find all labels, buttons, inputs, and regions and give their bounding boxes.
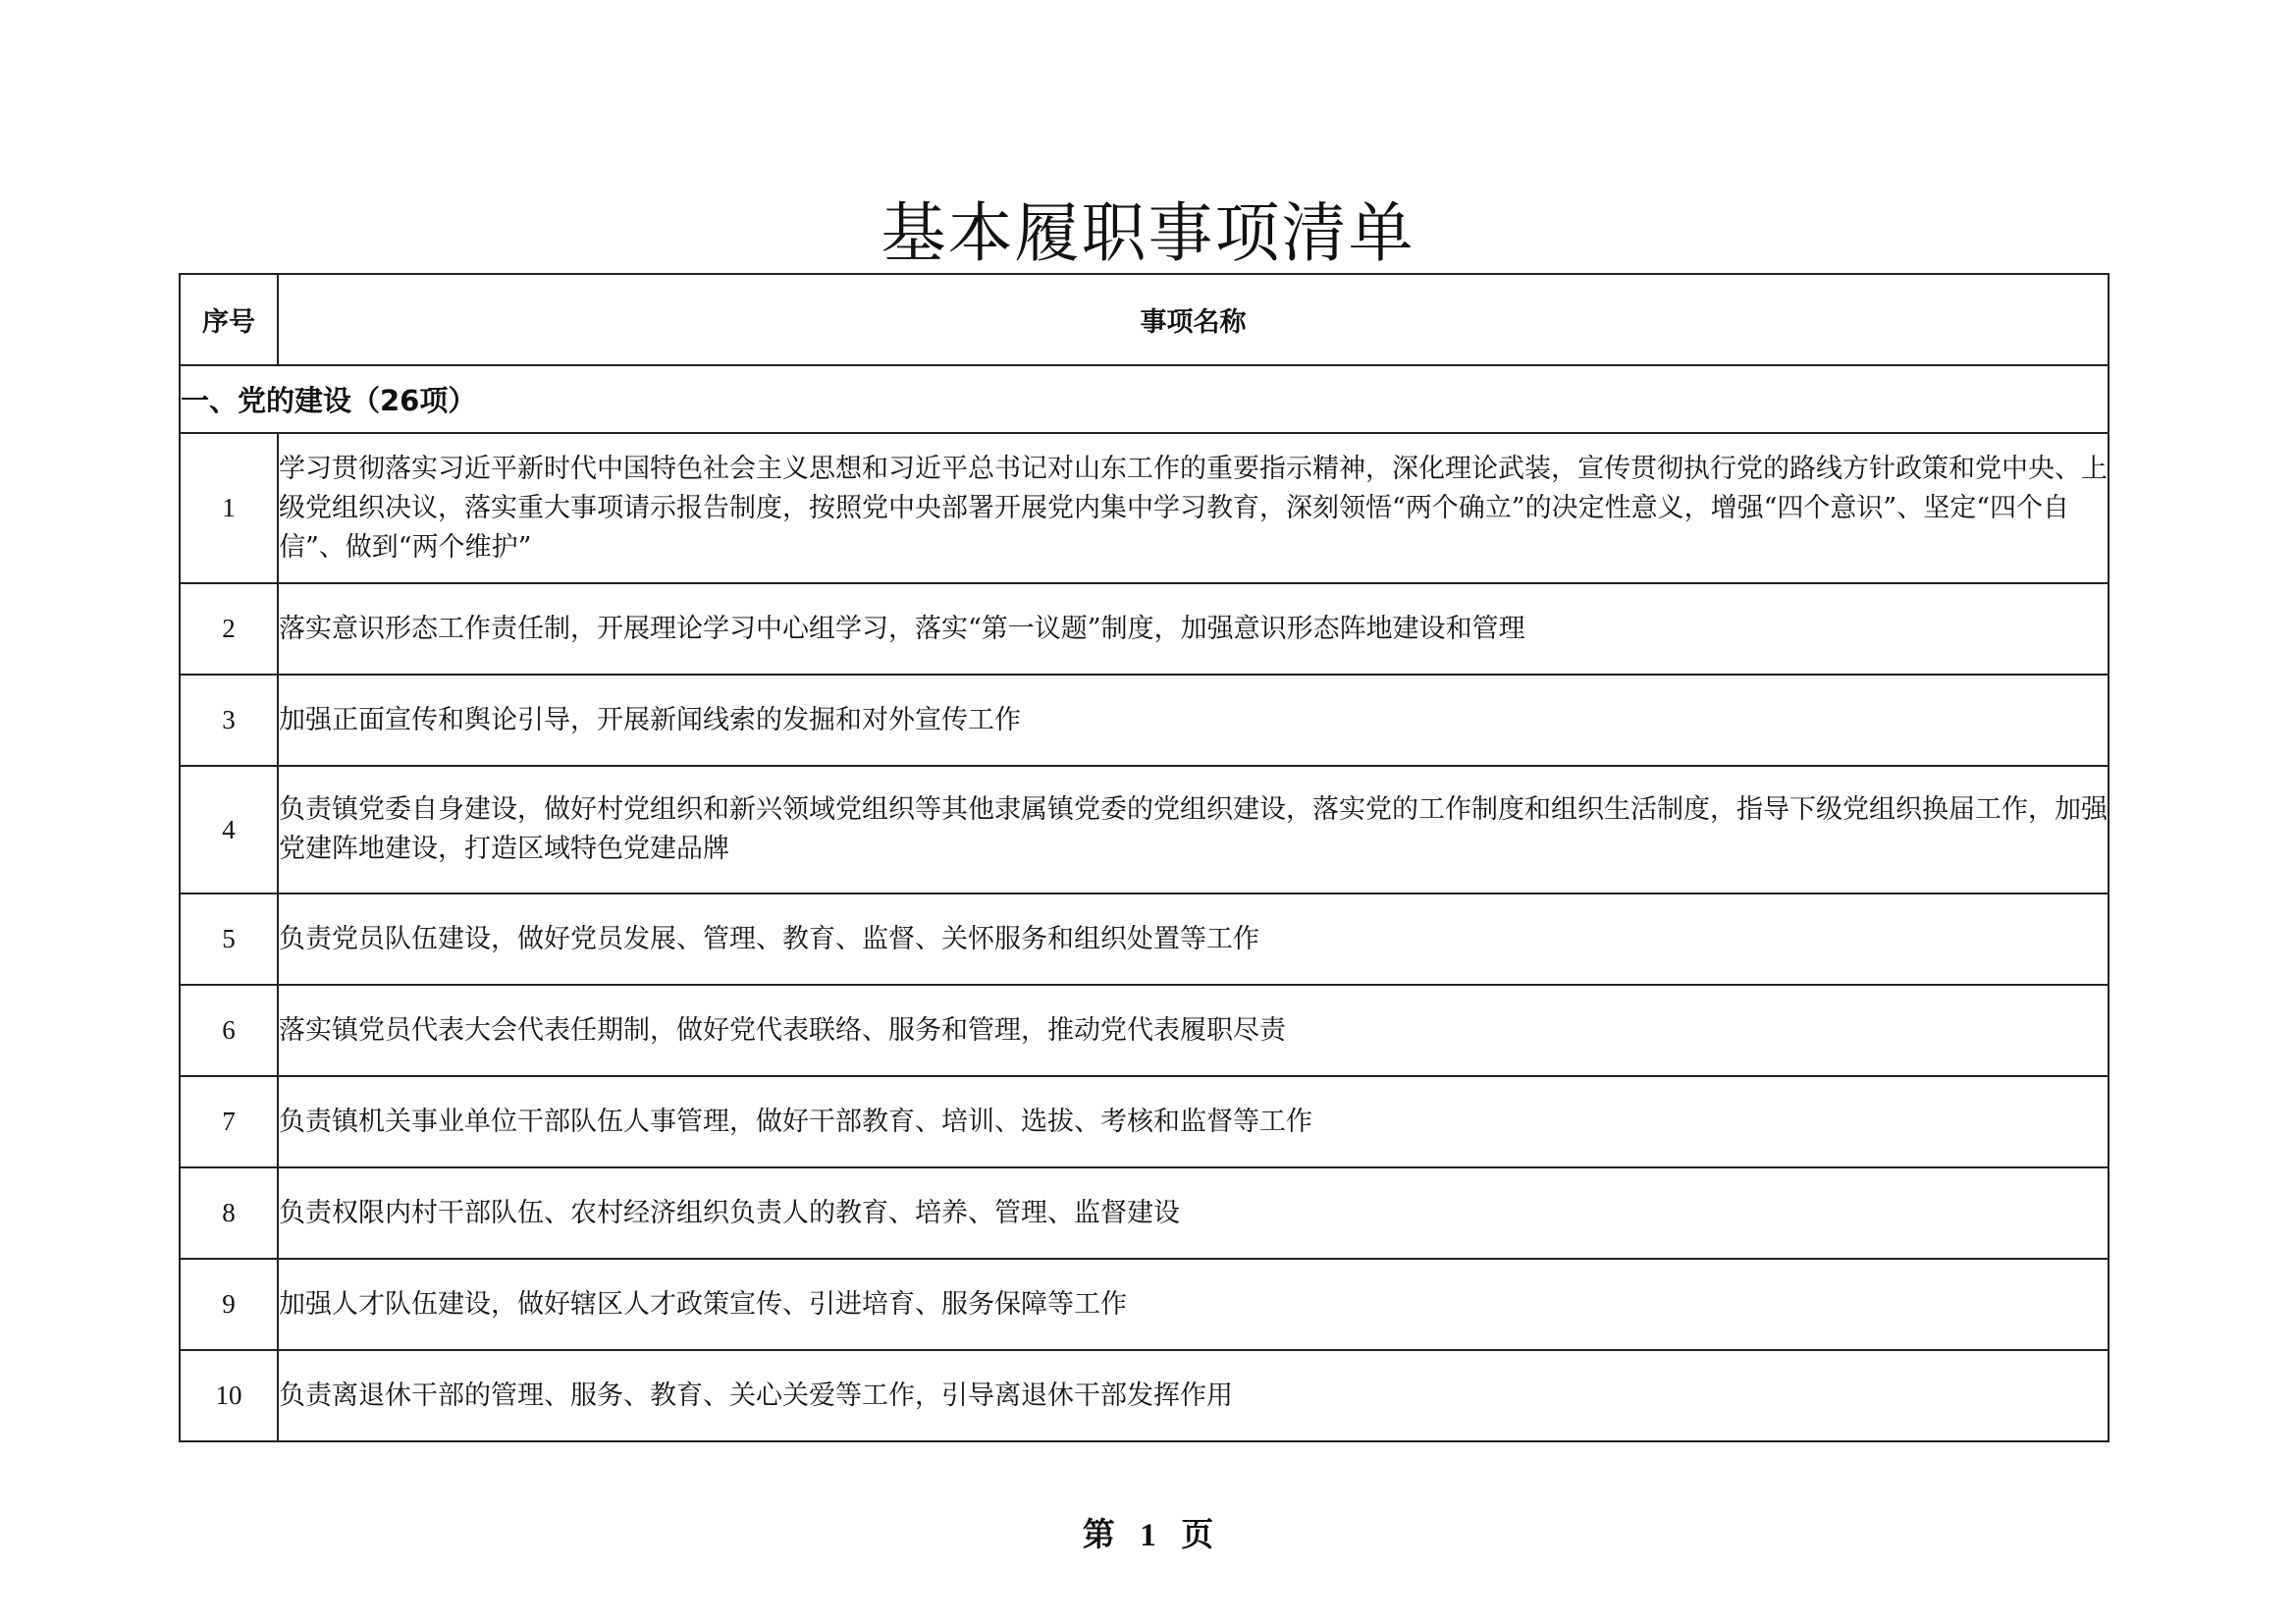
row-number: 10	[180, 1350, 278, 1441]
table-row	[180, 1259, 2109, 1350]
row-text: 学习贯彻落实习近平新时代中国特色社会主义思想和习近平总书记对山东工作的重要指示精神，深化理论武装，宣传贯彻执行党的路线方针政策和党中央、上级党组织决议，落实重大事项请示报告制度，按照党中央部署开展党内集中学习教育，深刻领悟“两个确立”的决定性意义，增强“四个意识”、坚定“四个自信”、做到“两个维护”	[278, 433, 2109, 583]
page-footer-suffix: 页	[1181, 1515, 1214, 1553]
row-number: 4	[180, 766, 278, 893]
row-number: 1	[180, 433, 278, 583]
page-footer	[0, 1512, 2296, 1558]
row-text: 负责镇党委自身建设，做好村党组织和新兴领域党组织等其他隶属镇党委的党组织建设，落实党的工作制度和组织生活制度，指导下级党组织换届工作，加强党建阵地建设，打造区域特色党建品牌	[278, 766, 2109, 893]
row-text: 加强正面宣传和舆论引导，开展新闻线索的发掘和对外宣传工作	[278, 675, 2109, 766]
page-footer-prefix: 第	[1082, 1515, 1115, 1553]
table-row	[180, 1350, 2109, 1441]
table-row	[180, 985, 2109, 1076]
row-text: 负责党员队伍建设，做好党员发展、管理、教育、监督、关怀服务和组织处置等工作	[278, 893, 2109, 985]
header-name: 事项名称	[278, 274, 2109, 365]
row-number: 9	[180, 1259, 278, 1350]
row-number: 3	[180, 675, 278, 766]
table-row	[180, 675, 2109, 766]
table-row	[180, 893, 2109, 985]
duty-table	[179, 273, 2109, 1442]
row-number: 8	[180, 1167, 278, 1259]
table-row	[180, 583, 2109, 675]
row-number: 2	[180, 583, 278, 675]
row-text: 落实镇党员代表大会代表任期制，做好党代表联络、服务和管理，推动党代表履职尽责	[278, 985, 2109, 1076]
table-row	[180, 766, 2109, 893]
section-row	[180, 365, 2109, 433]
table-row	[180, 433, 2109, 583]
section-label: 一、党的建设（26项）	[180, 365, 2109, 433]
page-title: 基本履职事项清单	[881, 195, 1415, 271]
row-text: 加强人才队伍建设，做好辖区人才政策宣传、引进培育、服务保障等工作	[278, 1259, 2109, 1350]
header-number: 序号	[180, 274, 278, 365]
table-header-row	[180, 274, 2109, 365]
table-row	[180, 1167, 2109, 1259]
row-text: 负责权限内村干部队伍、农村经济组织负责人的教育、培养、管理、监督建设	[278, 1167, 2109, 1259]
page-number: 1	[1140, 1518, 1156, 1553]
row-number: 7	[180, 1076, 278, 1167]
row-number: 6	[180, 985, 278, 1076]
row-text: 落实意识形态工作责任制，开展理论学习中心组学习，落实“第一议题”制度，加强意识形态阵地建设和管理	[278, 583, 2109, 675]
row-text: 负责离退休干部的管理、服务、教育、关心关爱等工作，引导离退休干部发挥作用	[278, 1350, 2109, 1441]
row-text: 负责镇机关事业单位干部队伍人事管理，做好干部教育、培训、选拔、考核和监督等工作	[278, 1076, 2109, 1167]
table-row	[180, 1076, 2109, 1167]
row-number: 5	[180, 893, 278, 985]
